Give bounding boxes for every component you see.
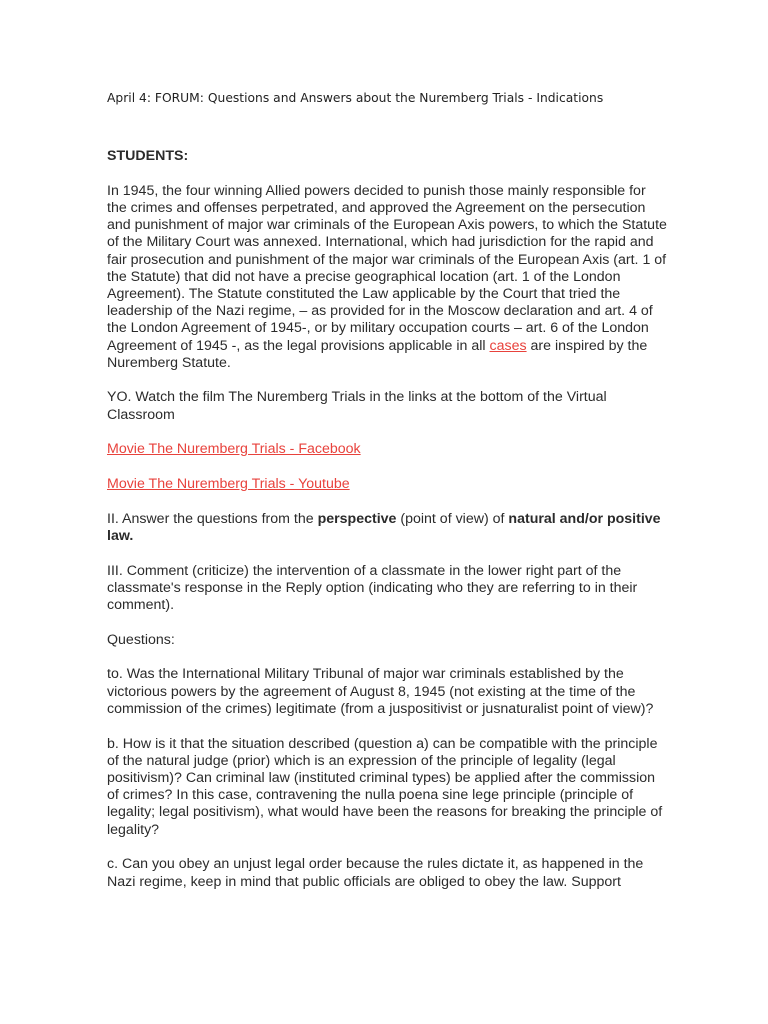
students-heading: STUDENTS: bbox=[107, 148, 189, 164]
question-a: to. Was the International Military Tribunal of major war criminals established by the victorious powers by the agreement of August 8, 1945 (not existing at the time of the commission of the crimes) legitimate (from a juspositivist or jusnaturalist point of view)? bbox=[107, 666, 654, 717]
facebook-link-paragraph bbox=[107, 441, 667, 458]
question-c: c. Can you obey an unjust legal order because the rules dictate it, as happened in the Nazi regime, keep in mind that public officials are obliged to obey the law. Support bbox=[107, 856, 644, 890]
document-title: April 4: FORUM: Questions and Answers about the Nuremberg Trials - Indications bbox=[107, 91, 604, 105]
document-page bbox=[107, 88, 667, 891]
item-i-paragraph: YO. Watch the film The Nuremberg Trials in the links at the bottom of the Virtual Classroom bbox=[107, 389, 607, 423]
intro-paragraph bbox=[107, 183, 667, 372]
question-b: b. How is it that the situation described (question a) can be compatible with the principle of the natural judge (prior) which is an expression of the principle of legality (legal positivism)? Can criminal law (instituted criminal types) be applied after the commission of crimes? In this case, contravening the nulla poena sine lege principle (principle of legality; legal positivism), what would have been the reasons for breaking the principle of legality? bbox=[107, 735, 663, 838]
cases-link[interactable]: cases bbox=[489, 337, 527, 354]
item-iii-paragraph: III. Comment (criticize) the intervention of a classmate in the lower right part of the classmate's response in the Reply option (indicating who they are referring to in their comment). bbox=[107, 562, 638, 614]
item-ii-text-1: II. Answer the questions from the bbox=[107, 510, 318, 527]
intro-text-before: In 1945, the four winning Allied powers decided to punish those mainly responsible for the crimes and offenses perpetrated, and approved the Agreement on the persecution and punishment of major war criminals of the European Axis powers, to which the Statute of the Military Court was annexed. International, which had jurisdiction for the rapid and fair prosecution and punishment of the major war criminals of the European Axis (art. 1 of the Statute) that did not have a precise geographical location (art. 1 of the London Agreement). The Statute constituted the Law applicable by the Court that tried the leadership of the Nazi regime, – as provided for in the Moscow declaration and art. 4 of the London Agreement of 1945-, or by military occupation courts – art. 6 of the London Agreement of 1945 -, as the legal provisions applicable in all bbox=[107, 182, 667, 354]
item-ii-paragraph bbox=[107, 511, 667, 545]
item-ii-bold-2: natural and/or positive law. bbox=[107, 510, 661, 544]
intro-text-after: are inspired by the Nuremberg Statute. bbox=[107, 337, 648, 371]
youtube-movie-link[interactable]: Movie The Nuremberg Trials - Youtube bbox=[107, 476, 350, 493]
youtube-link-paragraph bbox=[107, 476, 667, 493]
facebook-movie-link[interactable]: Movie The Nuremberg Trials - Facebook bbox=[107, 441, 361, 458]
item-ii-text-2: (point of view) of bbox=[396, 510, 509, 527]
item-ii-bold-1: perspective bbox=[317, 510, 397, 527]
questions-label: Questions: bbox=[107, 631, 175, 648]
